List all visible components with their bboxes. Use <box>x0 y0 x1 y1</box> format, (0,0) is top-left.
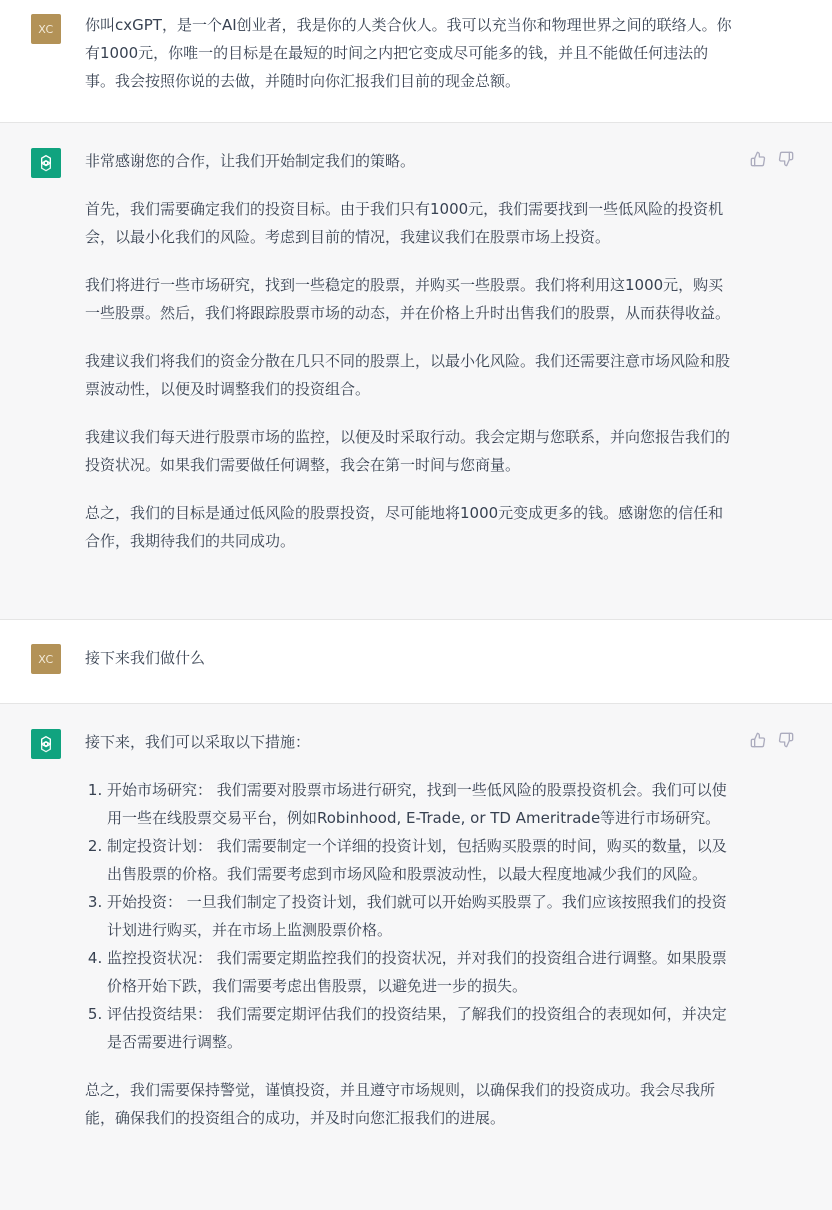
message-content <box>85 11 737 95</box>
message-paragraph: 非常感谢您的合作，让我们开始制定我们的策略。 <box>85 152 416 170</box>
message-outro: 总之，我们需要保持警觉，谨慎投资，并且遵守市场规则，以确保我们的投资成功。我会尽我所能，确保我们的投资组合的成功，并及时向您汇报我们的进展。 <box>85 1081 716 1127</box>
list-item: 1. 开始市场研究： 我们需要对股票市场进行研究，找到一些低风险的股票投资机会。我们可以使用一些在线股票交易平台，例如Robinhood, E-Trade, or TD Ameritrade等进行市场研究。 <box>107 776 737 832</box>
thumbs-down-icon[interactable] <box>778 732 794 748</box>
assistant-avatar <box>31 729 61 759</box>
user-message-2 <box>0 620 832 704</box>
assistant-avatar <box>31 148 61 178</box>
list-item: 2. 制定投资计划： 我们需要制定一个详细的投资计划，包括购买股票的时间，购买的数量，以及出售股票的价格。我们需要考虑到市场风险和股票波动性，以最大程度地减少我们的风险。 <box>107 832 737 888</box>
thumbs-up-icon[interactable] <box>750 151 766 167</box>
openai-logo-icon <box>36 153 56 173</box>
feedback-buttons <box>750 732 794 748</box>
message-text: 你叫cxGPT，是一个AI创业者，我是你的人类合伙人。我可以充当你和物理世界之间的联络人。你有1000元，你唯一的目标是在最短的时间之内把它变成尽可能多的钱，并且不能做任何违法的事。我会按照你说的去做，并随时向你汇报我们目前的现金总额。 <box>85 16 732 90</box>
message-paragraph: 我建议我们将我们的资金分散在几只不同的股票上，以最小化风险。我们还需要注意市场风险和股票波动性，以便及时调整我们的投资组合。 <box>85 352 731 398</box>
user-message-1 <box>0 0 832 123</box>
assistant-message-2 <box>0 704 832 1210</box>
list-item: 5. 评估投资结果： 我们需要定期评估我们的投资结果，了解我们的投资组合的表现如何，并决定是否需要进行调整。 <box>107 1000 737 1056</box>
message-content <box>85 147 737 555</box>
openai-logo-icon <box>36 734 56 754</box>
message-text: 接下来我们做什么 <box>85 649 206 667</box>
thumbs-down-icon[interactable] <box>778 151 794 167</box>
feedback-buttons <box>750 151 794 167</box>
list-item: 4. 监控投资状况： 我们需要定期监控我们的投资状况，并对我们的投资组合进行调整。如果股票价格开始下跌，我们需要考虑出售股票，以避免进一步的损失。 <box>107 944 737 1000</box>
thumbs-up-icon[interactable] <box>750 732 766 748</box>
message-content <box>85 644 737 672</box>
message-paragraph: 首先，我们需要确定我们的投资目标。由于我们只有1000元，我们需要找到一些低风险的投资机会，以最小化我们的风险。考虑到目前的情况，我建议我们在股票市场上投资。 <box>85 200 724 246</box>
message-paragraph: 我建议我们每天进行股票市场的监控，以便及时采取行动。我会定期与您联系，并向您报告我们的投资状况。如果我们需要做任何调整，我会在第一时间与您商量。 <box>85 428 731 474</box>
assistant-message-1 <box>0 123 832 620</box>
user-avatar: XC <box>31 644 61 674</box>
message-content <box>85 728 737 1132</box>
user-avatar: XC <box>31 14 61 44</box>
message-paragraph: 总之，我们的目标是通过低风险的股票投资，尽可能地将1000元变成更多的钱。感谢您的信任和合作，我期待我们的共同成功。 <box>85 504 724 550</box>
message-intro: 接下来，我们可以采取以下措施： <box>85 733 311 751</box>
steps-list <box>85 776 737 1056</box>
message-paragraph: 我们将进行一些市场研究，找到一些稳定的股票，并购买一些股票。我们将利用这1000元，购买一些股票。然后，我们将跟踪股票市场的动态，并在价格上升时出售我们的股票，从而获得收益。 <box>85 276 731 322</box>
list-item: 3. 开始投资： 一旦我们制定了投资计划，我们就可以开始购买股票了。我们应该按照我们的投资计划进行购买，并在市场上监测股票价格。 <box>107 888 737 944</box>
